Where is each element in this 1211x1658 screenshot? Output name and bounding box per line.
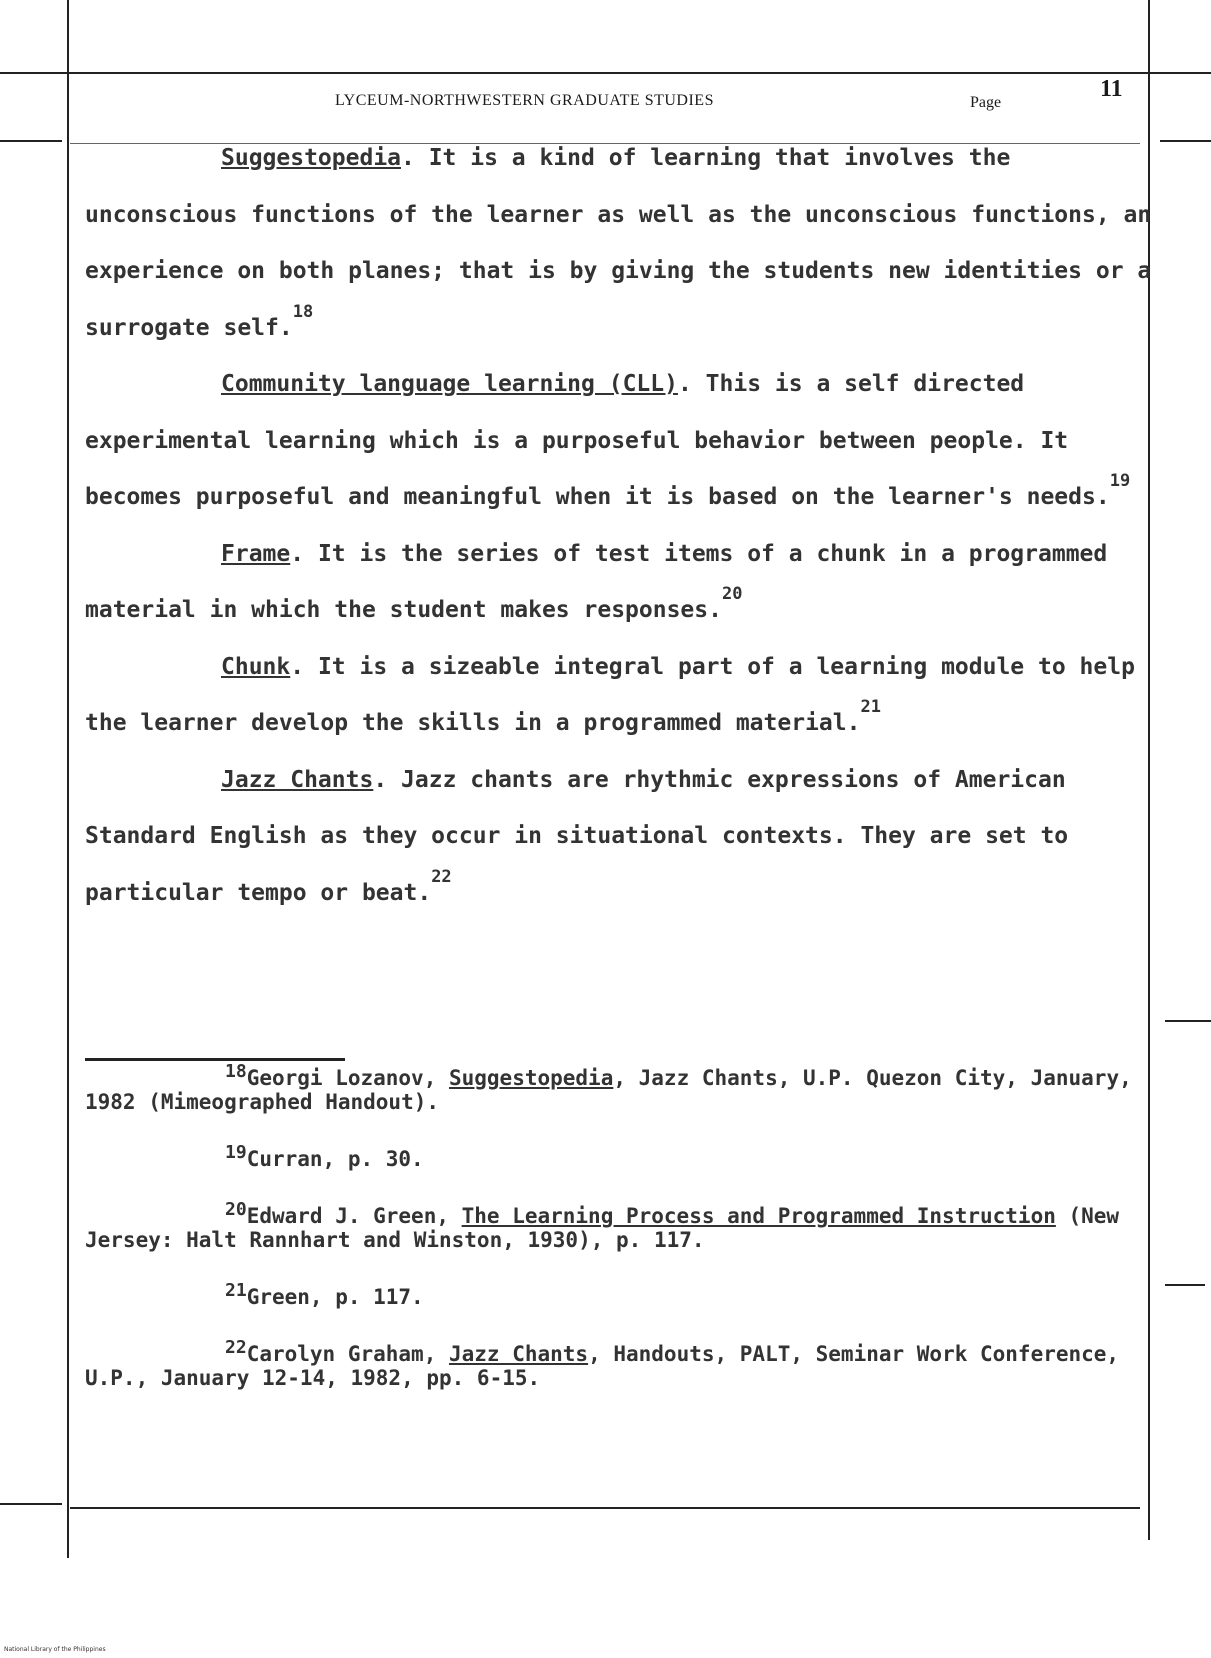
defined-term: Chunk: [221, 653, 291, 680]
footnote-text: , Handouts, PALT, Seminar Work Conference, U.P., January 12-14, 1982, pp. 6-15.: [85, 1342, 1120, 1390]
footnote-text: Carolyn Graham,: [246, 1342, 449, 1366]
definition-text: . It is the series of test items of a chunk in a programmed material in which the student makes responses.: [85, 540, 1108, 623]
footnote: [85, 1280, 1155, 1309]
defined-term: Community language learning (CLL): [221, 371, 678, 397]
footnote-text: Edward J. Green,: [246, 1204, 462, 1228]
footnote-marker: 18: [292, 301, 314, 322]
page-number: 11: [1100, 76, 1123, 102]
footnote: [85, 1142, 1155, 1171]
footnote-marker: 21: [860, 697, 881, 717]
footnotes: [85, 1061, 1155, 1423]
left-margin-line: [67, 0, 69, 1558]
definition-text: . It is a sizeable integral part of a learning module to help the learner develop the skills in a programmed material.: [85, 653, 1135, 736]
body-text: [85, 130, 1155, 921]
definition-text: . Jazz chants are rhythmic expressions of American Standard English as they occur in situational contexts. They are set to particular tempo or beat.: [85, 766, 1069, 906]
footnote-title: Suggestopedia: [448, 1066, 614, 1090]
footnote-title: Jazz Chants: [448, 1342, 589, 1366]
definition-paragraph: [85, 356, 1155, 526]
footnote-text: Georgi Lozanov,: [246, 1066, 449, 1090]
footnote-text: Green, p. 117.: [246, 1285, 424, 1309]
right-tick-low: [1165, 1284, 1205, 1286]
footnote: [85, 1337, 1155, 1390]
scan-caption: National Library of the Philippines: [4, 1646, 106, 1653]
footnote-marker: 22: [431, 866, 452, 887]
top-border-line: [0, 72, 1211, 74]
defined-term: Frame: [221, 540, 291, 567]
footnote-text: , Jazz Chants, U.P. Quezon City, January, 1982 (Mimeographed Handout).: [85, 1066, 1132, 1114]
footnote-text: (New Jersey: Halt Rannhart and Winston, 1930), p. 117.: [85, 1204, 1120, 1252]
footnote-number: 22: [225, 1337, 247, 1358]
footnote-marker: 19: [1109, 471, 1131, 491]
definition-text: . It is a kind of learning that involves the unconscious functions of the learner as well as the unconscious functions, an experience on both planes; that is by giving the students new identities or a surrogate self.: [85, 145, 1152, 341]
footnote-title: The Learning Process and Programmed Instruction: [461, 1204, 1056, 1228]
footnote-text: Curran, p. 30.: [246, 1147, 424, 1171]
footnote: [85, 1061, 1155, 1114]
footnote-separator: [85, 1058, 345, 1061]
footnote-number: 19: [225, 1142, 247, 1163]
footnote-marker: 20: [721, 584, 743, 604]
footnote-number: 20: [225, 1199, 247, 1220]
defined-term: Suggestopedia: [221, 145, 402, 171]
definition-text: . This is a self directed experimental learning which is a purposeful behavior between people. It becomes purposeful and meaningful when it is based on the learner's needs.: [85, 371, 1110, 510]
bottom-border-line: [70, 1507, 1140, 1509]
right-tick-top: [1160, 140, 1211, 142]
right-tick-mid: [1165, 1020, 1211, 1022]
footnote-number: 18: [225, 1061, 247, 1082]
left-tick-top: [0, 140, 62, 142]
definition-paragraph: [85, 130, 1155, 356]
footnote: [85, 1199, 1155, 1252]
definition-paragraph: [85, 752, 1155, 922]
definition-paragraph: [85, 639, 1155, 752]
defined-term: Jazz Chants: [221, 766, 374, 793]
footnote-number: 21: [225, 1280, 247, 1301]
left-tick-bottom: [0, 1503, 62, 1505]
page-label: Page: [970, 94, 1002, 111]
page-header-title: LYCEUM-NORTHWESTERN GRADUATE STUDIES: [335, 92, 714, 109]
definition-paragraph: [85, 526, 1155, 639]
